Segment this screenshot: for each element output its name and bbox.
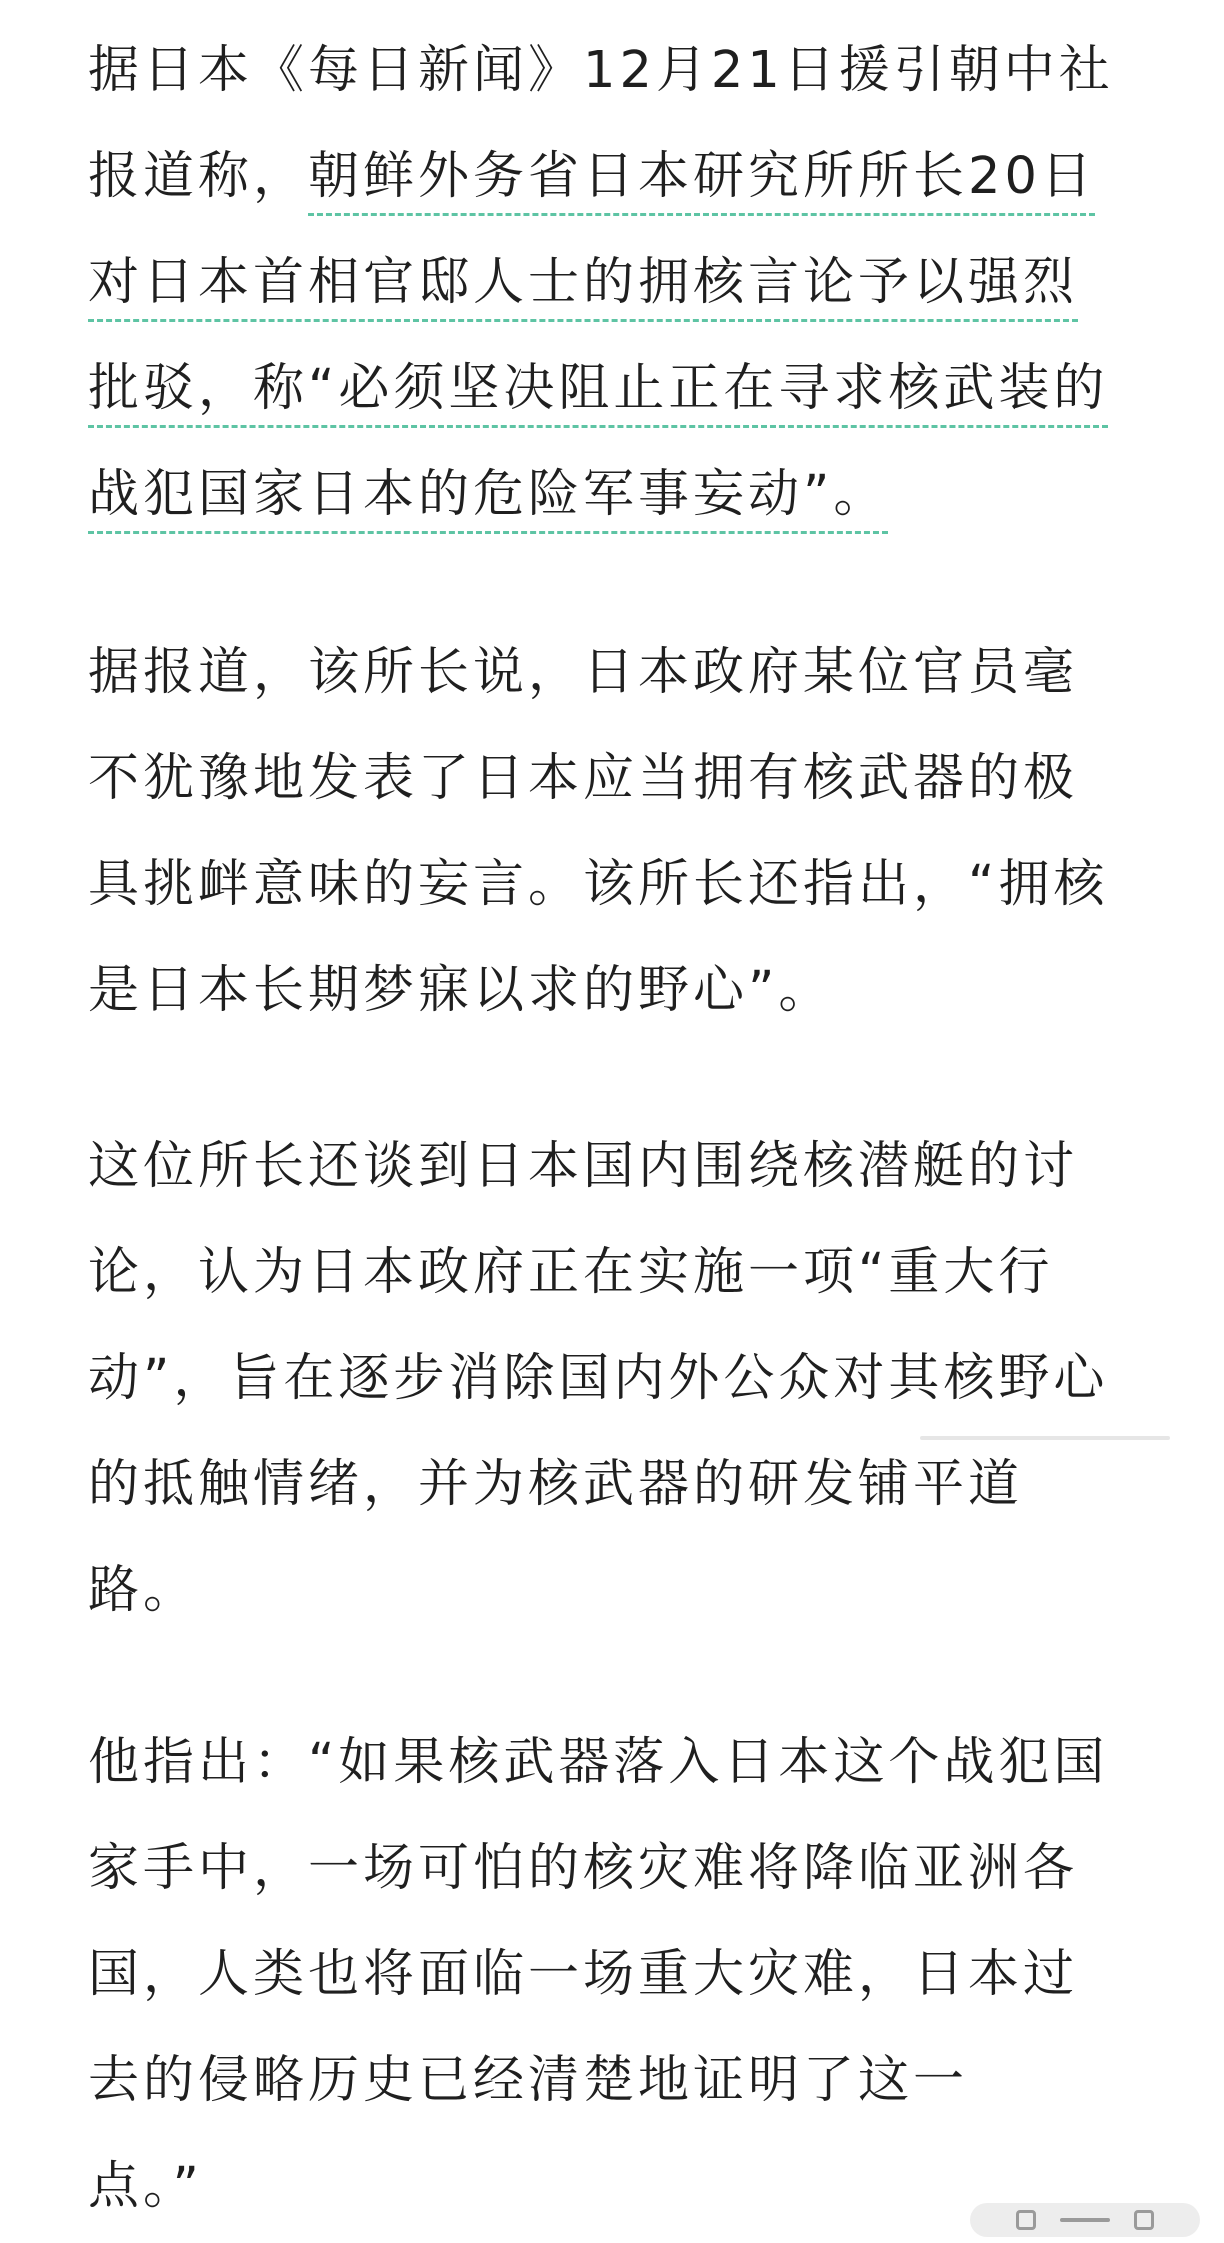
scroll-indicator[interactable] [920,1436,1170,1440]
paragraph-3 [88,1114,1108,1644]
paragraph-line: 国，人类也将面临一场重大灾难，日本过 [88,1945,1079,2004]
square-icon[interactable] [1134,2210,1154,2230]
highlighted-line[interactable]: 对日本首相官邸人士的拥核言论予以强烈 [88,253,1079,312]
square-icon[interactable] [1016,2210,1036,2230]
handle-bar-icon[interactable] [1060,2218,1110,2222]
paragraph-4 [88,1710,1108,2240]
paragraph-line: 这位所长还谈到日本国内围绕核潜艇的讨 [88,1137,1079,1196]
highlighted-text[interactable]: 战犯国家日本的危险军事妄动”。 [88,465,889,524]
paragraph-line: 的抵触情绪，并为核武器的研发铺平道 [88,1455,1024,1514]
paragraph-line [88,442,1114,548]
paragraph-line: 具挑衅意味的妄言。该所长还指出，“拥核 [88,855,1109,914]
paragraph-line: 家手中，一场可怕的核灾难将降临亚洲各 [88,1839,1079,1898]
paragraph-line-prefix: 报道称， [88,147,309,206]
paragraph-line: 去的侵略历史已经清楚地证明了这一 [88,2051,969,2110]
paragraph-line: 据日本《每日新闻》12月21日援引朝中社 [88,41,1114,100]
paragraph-line: 是日本长期梦寐以求的野心”。 [88,961,834,1020]
paragraph-line: 不犹豫地发表了日本应当拥有核武器的极 [88,749,1079,808]
highlighted-text[interactable]: 朝鲜外务省日本研究所所长20日 [308,147,1096,206]
paragraph-line: 动”，旨在逐步消除国内外公众对其核野心 [88,1349,1109,1408]
highlighted-line[interactable]: 批驳，称“必须坚决阻止正在寻求核武装的 [88,359,1109,418]
paragraph-line: 他指出：“如果核武器落入日本这个战犯国 [88,1733,1109,1792]
bottom-toolbar-overlay[interactable] [970,2203,1200,2237]
paragraph-line: 据报道，该所长说，日本政府某位官员毫 [88,643,1079,702]
paragraph-1 [88,18,1114,548]
paragraph-line: 论，认为日本政府正在实施一项“重大行 [88,1243,1054,1302]
paragraph-line: 点。” [88,2157,203,2216]
paragraph-line [88,124,1114,230]
paragraph-line: 路。 [88,1561,199,1620]
paragraph-2 [88,620,1108,1044]
